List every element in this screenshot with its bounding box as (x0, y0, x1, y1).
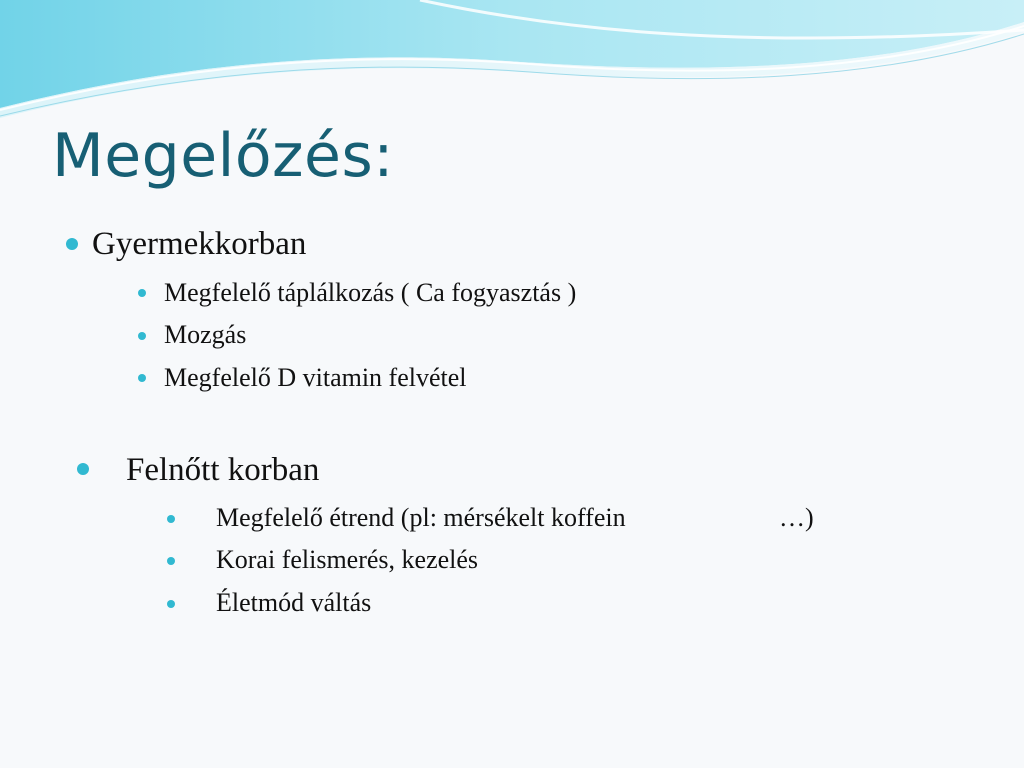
section-heading-felnott-korban: Felnőtt korban (126, 452, 320, 488)
sub-bullet-icon (138, 374, 146, 382)
sub-bullet-icon (138, 332, 146, 340)
list-item: Megfelelő táplálkozás ( Ca fogyasztás ) (164, 278, 577, 307)
sub-bullet-icon (138, 289, 146, 297)
list-item: Megfelelő D vitamin felvétel (164, 363, 467, 392)
section-heading-gyermekkorban: Gyermekkorban (92, 226, 307, 262)
list-item-suffix: …) (779, 503, 814, 532)
sub-bullet-icon (167, 600, 175, 608)
list-item: Mozgás (164, 320, 247, 349)
decorative-wave-header (0, 0, 1024, 130)
list-item: Korai felismerés, kezelés (216, 545, 479, 574)
sub-bullet-icon (167, 557, 175, 565)
list-item: Életmód váltás (216, 588, 372, 617)
bullet-icon (66, 238, 78, 250)
bullet-icon (77, 463, 89, 475)
slide-title: Megelőzés: (52, 121, 394, 191)
sub-bullet-icon (167, 515, 175, 523)
list-item: Megfelelő étrend (pl: mérsékelt koffein (216, 503, 626, 532)
